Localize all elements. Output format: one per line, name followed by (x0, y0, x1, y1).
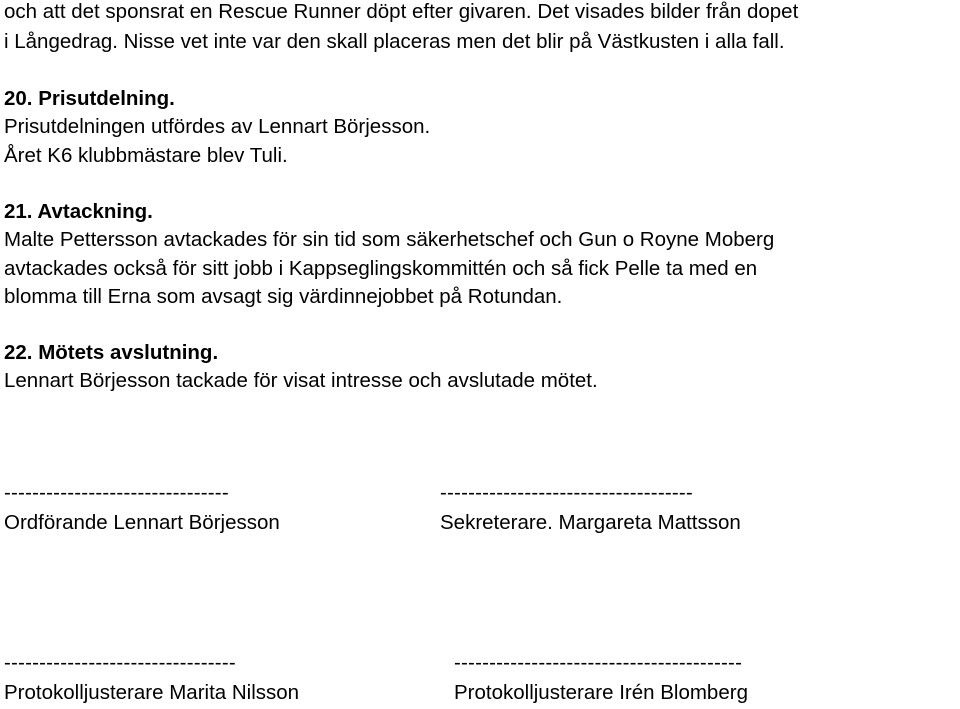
intro-line-1: och att det sponsrat en Rescue Runner döpt efter givaren. Det visades bilder från dopet (4, 0, 799, 23)
section-20-line-2: Året K6 klubbmästare blev Tuli. (4, 144, 288, 167)
section-20-line-1: Prisutdelningen utfördes av Lennart Börjesson. (4, 115, 431, 138)
signature-line-secretary: ------------------------------------ (440, 481, 693, 504)
signature-line-adjuster-2: ----------------------------------------- (454, 651, 743, 674)
section-21-line-1: Malte Pettersson avtackades för sin tid som säkerhetschef och Gun o Royne Moberg (4, 228, 775, 251)
signature-label-chairman: Ordförande Lennart Börjesson (4, 511, 280, 534)
intro-line-2: i Långedrag. Nisse vet inte var den skall placeras men det blir på Västkusten i alla fall. (4, 30, 785, 53)
signature-line-adjuster-1: --------------------------------- (4, 651, 236, 674)
signature-line-chairman: -------------------------------- (4, 481, 229, 504)
signature-label-secretary: Sekreterare. Margareta Mattsson (440, 511, 741, 534)
section-22-line-1: Lennart Börjesson tackade för visat intresse och avslutade mötet. (4, 369, 598, 392)
signature-label-adjuster-1: Protokolljusterare Marita Nilsson (4, 681, 300, 704)
section-20-heading: 20. Prisutdelning. (4, 87, 175, 110)
section-22-heading: 22. Mötets avslutning. (4, 341, 219, 364)
section-21-heading: 21. Avtackning. (4, 200, 153, 223)
signature-label-adjuster-2: Protokolljusterare Irén Blomberg (454, 681, 748, 704)
section-21-line-2: avtackades också för sitt jobb i Kappseglingskommittén och så fick Pelle ta med en (4, 257, 758, 280)
section-21-line-3: blomma till Erna som avsagt sig värdinnejobbet på Rotundan. (4, 285, 563, 308)
